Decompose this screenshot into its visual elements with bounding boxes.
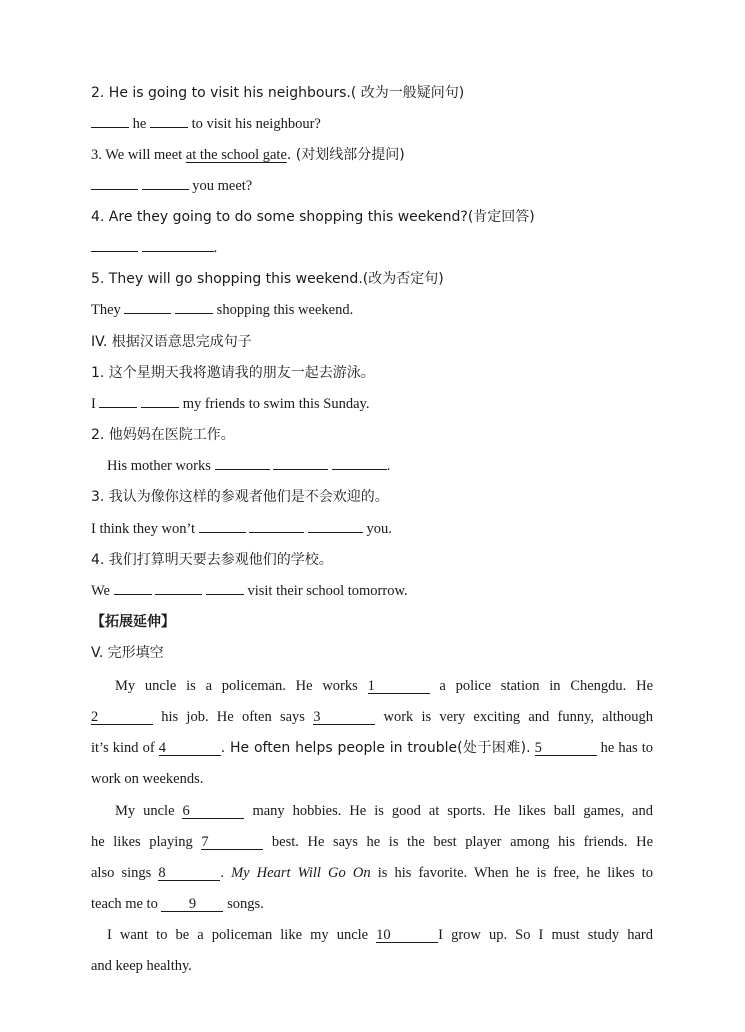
- cloze-text: songs.: [227, 896, 264, 912]
- cloze-p1-line3: [91, 739, 653, 757]
- q3-underlined: at the school gate: [185, 147, 287, 163]
- cloze-blank-9[interactable]: 9: [161, 897, 223, 912]
- iv-1-answer-line: [91, 395, 369, 413]
- cloze-blank-2[interactable]: 2: [91, 710, 153, 725]
- cloze-blank-7[interactable]: 7: [201, 835, 263, 850]
- iv-3-start: I think they won’t: [91, 521, 196, 537]
- blank[interactable]: [273, 457, 328, 470]
- q4-line: [91, 208, 535, 226]
- q3-pre: 3. We will meet: [91, 147, 186, 163]
- iv-3-chinese: 3. 我认为像你这样的参观者他们是不会欢迎的。: [91, 489, 389, 505]
- cloze-blank-10[interactable]: 10: [376, 928, 438, 943]
- iv-1-chinese: 1. 这个星期天我将邀请我的朋友一起去游泳。: [91, 365, 375, 381]
- cloze-p1-line4: work on weekends.: [91, 771, 204, 787]
- extension-heading: 【拓展延伸】: [91, 614, 175, 630]
- cloze-text: many hobbies. He is good at sports. He likes ball games, and: [252, 803, 653, 819]
- iv-1-end: my friends to swim this Sunday.: [182, 396, 370, 412]
- blank[interactable]: [175, 301, 213, 314]
- cloze-blank-1[interactable]: 1: [368, 679, 430, 694]
- blank[interactable]: [99, 395, 137, 408]
- cloze-p2-line3: [91, 864, 653, 882]
- cloze-p1-line1: [115, 677, 653, 695]
- cloze-text: his job. He often says: [161, 709, 305, 725]
- blank[interactable]: [142, 177, 189, 190]
- q4-answer-line: [91, 239, 217, 257]
- cloze-text: it’s kind of: [91, 740, 155, 756]
- q2-ans-mid: he: [132, 116, 147, 132]
- q3-answer-line: [91, 177, 252, 195]
- q3-ans-end: you meet?: [192, 178, 253, 194]
- cloze-text: work is very exciting and funny, although: [383, 709, 654, 725]
- blank[interactable]: [332, 457, 387, 470]
- blank[interactable]: [142, 239, 214, 252]
- q5-answer-line: [91, 301, 353, 319]
- cloze-p3-line1: [107, 926, 653, 944]
- q4-text: 4. Are they going to do some shopping this weekend?(肯定回答): [91, 209, 535, 225]
- cloze-text: My uncle is a policeman. He works: [115, 678, 358, 694]
- iv-3-end: you.: [366, 521, 392, 537]
- section-iv-title: IV. 根据汉语意思完成句子: [91, 334, 252, 350]
- cloze-blank-3[interactable]: 3: [313, 710, 375, 725]
- cloze-text: best. He says he is the best player among his friends. He: [271, 834, 654, 850]
- cloze-p2-line4: [91, 895, 264, 913]
- cloze-p2-line1: [115, 802, 653, 820]
- cloze-text: I want to be a policeman like my uncle: [107, 927, 369, 943]
- cloze-p2-line2: [91, 833, 653, 851]
- cloze-blank-4[interactable]: 4: [159, 741, 221, 756]
- iv-2-chinese: 2. 他妈妈在医院工作。: [91, 427, 235, 443]
- blank[interactable]: [155, 582, 202, 595]
- cloze-text: a police station in Chengdu. He: [439, 678, 654, 694]
- q2-text: 2. He is going to visit his neighbours.( 改为一般疑问句): [91, 85, 465, 101]
- cloze-text: he likes playing: [91, 834, 193, 850]
- blank[interactable]: [249, 520, 304, 533]
- cloze-blank-6[interactable]: 6: [182, 804, 244, 819]
- cloze-p1-line2: [91, 708, 653, 726]
- cloze-text: . He often helps people in trouble(处于困难).: [220, 740, 531, 756]
- q2-ans-end: to visit his neighbour?: [191, 116, 321, 132]
- cloze-text: My uncle: [115, 803, 175, 819]
- iv-2-end: .: [386, 458, 391, 474]
- blank[interactable]: [91, 239, 138, 252]
- iv-2-answer-line: [107, 457, 390, 475]
- cloze-p3-line2: and keep healthy.: [91, 958, 192, 974]
- section-v-title: V. 完形填空: [91, 645, 164, 661]
- cloze-blank-5[interactable]: 5: [535, 741, 597, 756]
- song-title: My Heart Will Go On: [231, 865, 371, 881]
- q3-post: . (对划线部分提问): [286, 147, 405, 163]
- blank[interactable]: [91, 115, 129, 128]
- cloze-text: .: [220, 865, 224, 881]
- iv-1-start: I: [91, 396, 96, 412]
- cloze-text: I grow up. So I must study hard: [438, 927, 653, 943]
- iv-4-start: We: [91, 583, 110, 599]
- blank[interactable]: [206, 582, 244, 595]
- blank[interactable]: [114, 582, 152, 595]
- cloze-text: he has to: [600, 740, 653, 756]
- blank[interactable]: [91, 177, 138, 190]
- blank[interactable]: [150, 115, 188, 128]
- q4-ans-end: .: [213, 240, 218, 256]
- q2-answer-line: [91, 115, 321, 133]
- q5-ans-start: They: [91, 302, 121, 318]
- q5-ans-end: shopping this weekend.: [216, 302, 354, 318]
- iv-4-end: visit their school tomorrow.: [247, 583, 408, 599]
- iv-3-answer-line: [91, 520, 392, 538]
- blank[interactable]: [215, 457, 270, 470]
- cloze-text: teach me to: [91, 896, 158, 912]
- q3-line: [91, 146, 405, 164]
- iv-4-answer-line: [91, 582, 408, 600]
- cloze-text: is his favorite. When he is free, he likes to: [377, 865, 654, 881]
- iv-2-start: His mother works: [107, 458, 211, 474]
- blank[interactable]: [308, 520, 363, 533]
- cloze-blank-8[interactable]: 8: [158, 866, 220, 881]
- blank[interactable]: [141, 395, 179, 408]
- blank[interactable]: [199, 520, 246, 533]
- iv-4-chinese: 4. 我们打算明天要去参观他们的学校。: [91, 552, 333, 568]
- q2-line: [91, 84, 464, 102]
- blank[interactable]: [124, 301, 171, 314]
- cloze-text: also sings: [91, 865, 152, 881]
- q5-line: [91, 270, 444, 288]
- q5-text: 5. They will go shopping this weekend.(改为否定句): [91, 271, 444, 287]
